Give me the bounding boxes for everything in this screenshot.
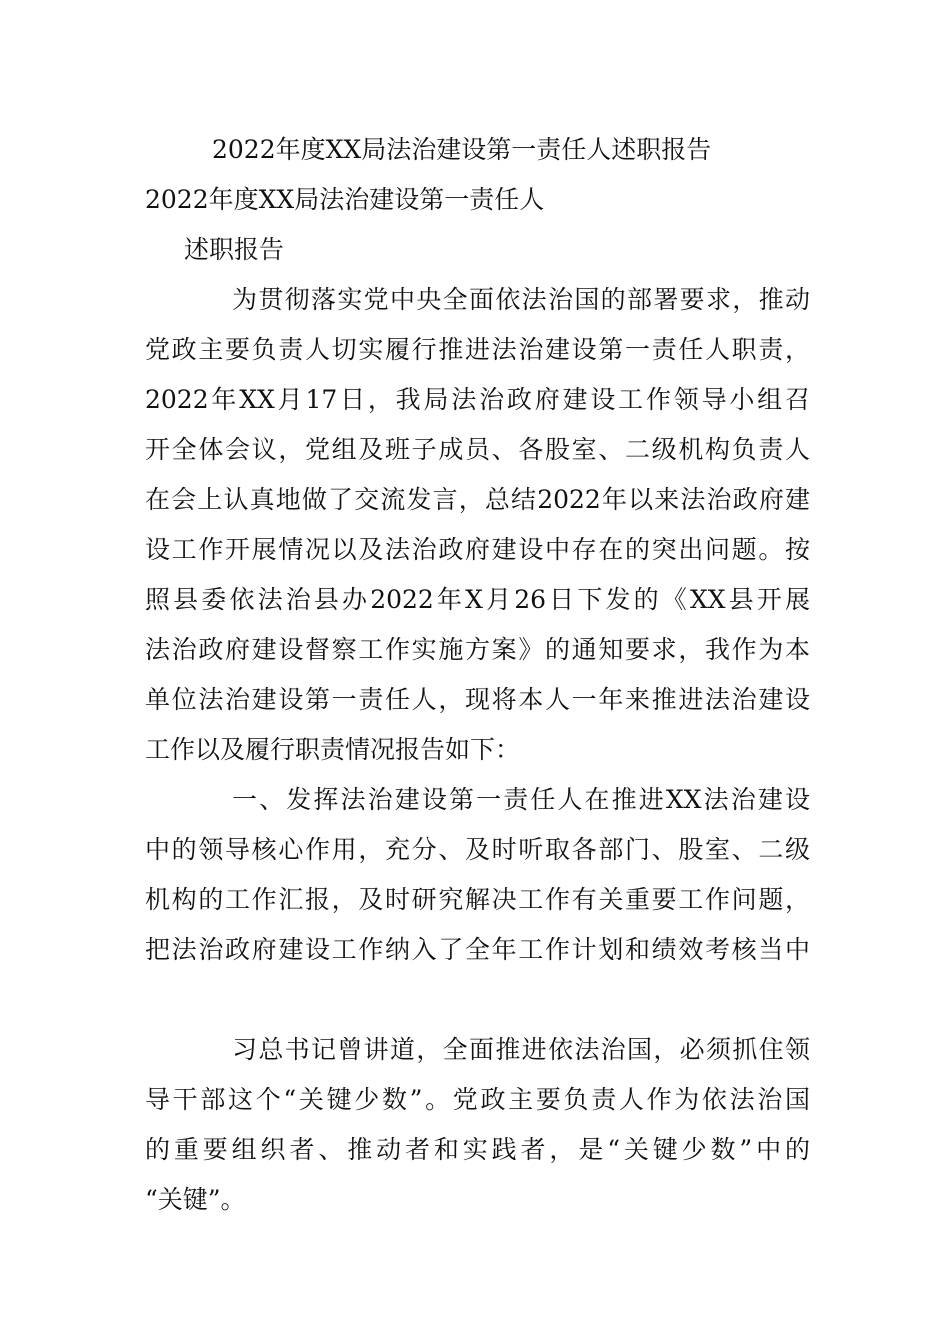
document-subtitle-line-1: 2022年度XX局法治建设第一责任人 [145, 185, 545, 214]
paragraph-1-line: 开全体会议，党组及班子成员、各股室、二级机构负责人 [145, 435, 810, 464]
paragraph-2-line: 中的领导核心作用，充分、及时听取各部门、股室、二级 [145, 835, 810, 864]
paragraph-2-line: 一、发挥法治建设第一责任人在推进XX法治建设 [232, 785, 810, 814]
paragraph-1-line: 单位法治建设第一责任人，现将本人一年来推进法治建设 [145, 685, 810, 714]
paragraph-3-line: “关键”。 [145, 1185, 246, 1214]
paragraph-1-line: 党政主要负责人切实履行推进法治建设第一责任人职责， [145, 335, 810, 364]
paragraph-3-line: 导干部这个“关键少数”。党政主要负责人作为依法治国 [145, 1085, 810, 1114]
paragraph-3-line: 的重要组织者、推动者和实践者，是“关键少数”中的 [145, 1135, 810, 1164]
paragraph-1-line: 为贯彻落实党中央全面依法治国的部署要求，推动 [232, 285, 810, 314]
document-title: 2022年度XX局法治建设第一责任人述职报告 [212, 135, 712, 164]
paragraph-3-line: 习总书记曾讲道，全面推进依法治国，必须抓住领 [232, 1035, 810, 1064]
paragraph-1-line: 法治政府建设督察工作实施方案》的通知要求，我作为本 [145, 635, 810, 664]
paragraph-1-line: 照县委依法治县办2022年X月26日下发的《XX县开展 [145, 585, 810, 614]
paragraph-1-line: 设工作开展情况以及法治政府建设中存在的突出问题。按 [145, 535, 810, 564]
paragraph-2-line: 把法治政府建设工作纳入了全年工作计划和绩效考核当中 [145, 935, 810, 964]
document-subtitle-line-2: 述职报告 [184, 235, 285, 264]
paragraph-1-line: 工作以及履行职责情况报告如下： [145, 735, 521, 764]
paragraph-1-line: 2022年XX月17日，我局法治政府建设工作领导小组召 [145, 385, 810, 414]
paragraph-1-line: 在会上认真地做了交流发言，总结2022年以来法治政府建 [145, 485, 810, 514]
paragraph-2-line: 机构的工作汇报，及时研究解决工作有关重要工作问题， [145, 885, 810, 914]
